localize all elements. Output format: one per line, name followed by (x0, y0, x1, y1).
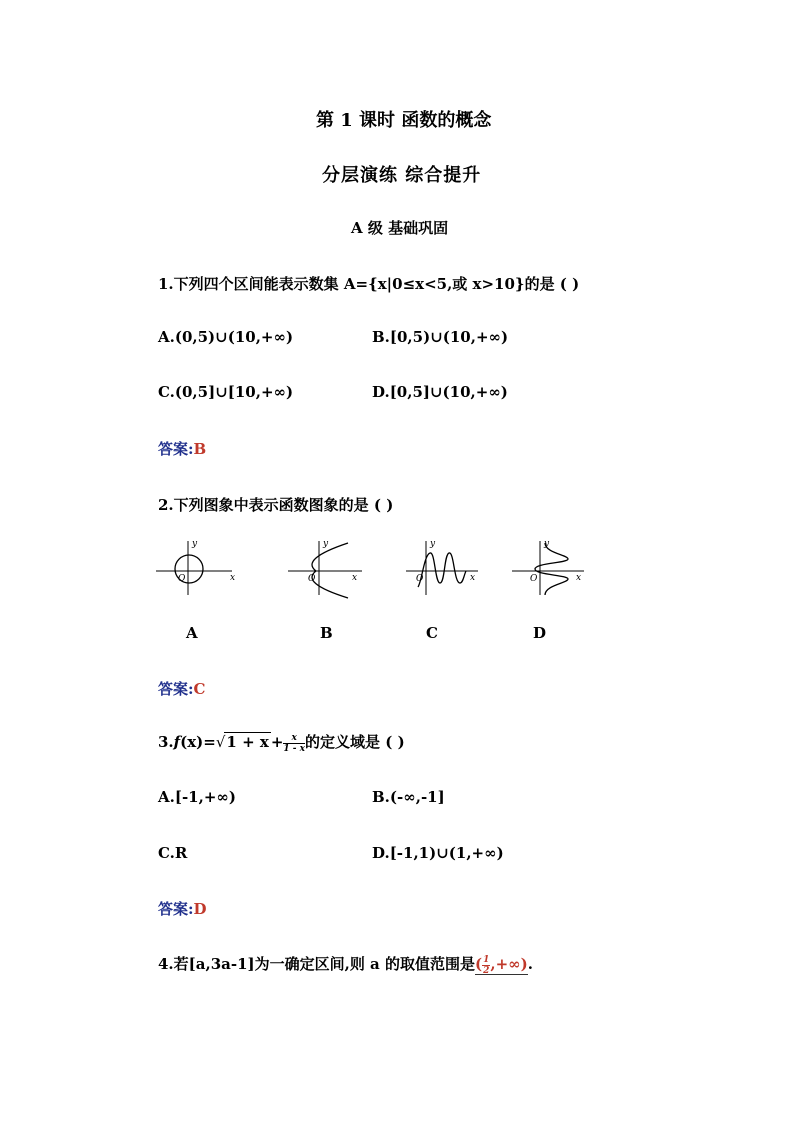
axis-y-label: y (430, 539, 436, 549)
question-1-option-a: A.(0,5)∪(10,+∞) (158, 328, 294, 346)
fraction (283, 733, 305, 754)
answer-fraction-denominator: 2 (483, 965, 490, 976)
origin-label: O (416, 574, 424, 584)
figure-label-c: C (426, 624, 438, 642)
question-number: 3. (158, 733, 174, 751)
question-1-option-c: C.(0,5]∪[10,+∞) (158, 383, 294, 401)
axis-x-label: x (352, 573, 358, 583)
answer-label: 答案: (158, 900, 194, 918)
origin-label: O (308, 574, 316, 584)
question-3-option-d: D.[-1,1)∪(1,+∞) (372, 844, 504, 862)
axis-x-label: x (470, 573, 476, 583)
figure-label-b: B (320, 624, 333, 642)
question-1-option-d: D.[0,5]∪(10,+∞) (372, 383, 508, 401)
answer-value: C (193, 680, 206, 698)
answer-value: B (193, 440, 207, 458)
answer-rest: ,+∞) (490, 955, 528, 973)
function-argument: (x)= (180, 733, 216, 751)
answer-label: 答案: (158, 680, 194, 698)
page-title: 第 1 课时 函数的概念 (316, 110, 492, 131)
axis-y-label: y (192, 539, 198, 549)
question-3-answer (158, 898, 207, 919)
fraction-numerator: x (283, 733, 305, 744)
figure-label-a: A (186, 624, 198, 642)
question-1-option-b: B.[0,5)∪(10,+∞) (372, 328, 509, 346)
fraction-denominator: 1 - x (283, 743, 306, 754)
section-subtitle: 分层演练 综合提升 (322, 165, 482, 186)
figure-label-d: D (533, 624, 547, 642)
question-4-stem (158, 953, 533, 976)
question-2-stem: 2.下列图象中表示函数图象的是 ( ) (158, 496, 394, 514)
question-2-figures (150, 535, 600, 600)
question-1-answer (158, 438, 206, 459)
axis-y-label: y (544, 539, 550, 549)
answer-fraction-numerator: 1 (483, 954, 490, 965)
origin-label: O (530, 574, 538, 584)
question-4-text: 4.若[a,3a-1]为一确定区间,则 a 的取值范围是 (158, 955, 476, 973)
figure-d-curve-graph (512, 539, 584, 595)
axis-y-label: y (323, 539, 329, 549)
origin-label: O (178, 574, 186, 584)
figure-b-parabola-graph (288, 539, 362, 598)
question-3-option-a: A.[-1,+∞) (158, 788, 237, 806)
function-name: f (173, 733, 181, 751)
level-heading: A 级 基础巩固 (351, 219, 449, 237)
answer-value: D (193, 900, 207, 918)
question-3-option-c: C.R (158, 844, 188, 862)
figure-a-circle-graph (156, 539, 235, 595)
question-3-stem: 3.f(x)=√1 + x + $\frac{x}{1 - x}$ 的定义域是 ( ) (158, 732, 405, 754)
question-3-option-b: B.(-∞,-1] (372, 788, 445, 806)
question-2-answer (158, 678, 206, 699)
question-3-suffix: 的定义域是 ( ) (305, 733, 405, 751)
axis-x-label: x (230, 573, 236, 583)
figure-c-function-graph (406, 539, 478, 595)
axis-x-label: x (576, 573, 582, 583)
period: . (527, 955, 534, 973)
answer-label: 答案: (158, 440, 194, 458)
plus-sign: + (270, 733, 284, 751)
question-1-stem: 1.下列四个区间能表示数集 A={x|0≤x<5,或 x>10}的是 ( ) (158, 275, 580, 293)
sqrt-radicand: 1 + x (226, 733, 269, 751)
question-4-answer (475, 955, 528, 975)
answer-open-paren: ( (475, 955, 483, 973)
